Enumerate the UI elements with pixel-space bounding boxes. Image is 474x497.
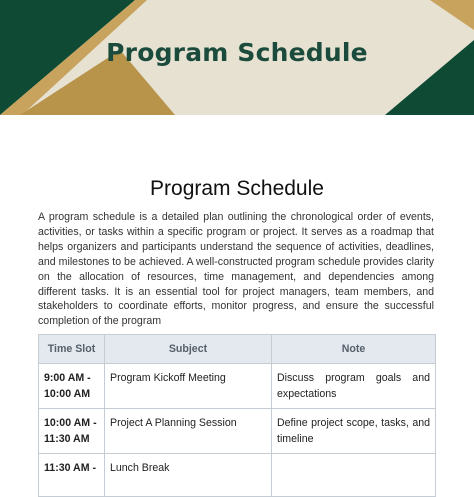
table-row (39, 364, 436, 409)
subject-cell: Program Kickoff Meeting (105, 364, 272, 409)
banner-title: Program Schedule (106, 38, 368, 67)
table-row (39, 454, 436, 497)
schedule-table (38, 334, 436, 497)
intro-paragraph: A program schedule is a detailed plan outlining the chronological order of events, activities, or tasks within a specific program or project. It serves as a roadmap that helps organizers and participants understand the sequence of activities, deadlines, and milestones to be achieved. A well-constructed program schedule provides clarity on the allocation of resources, time management, and dependencies among different tasks. It is an essential tool for project managers, team members, and stakeholders to coordinate efforts, monitor progress, and ensure the successful completion of the program (38, 211, 434, 328)
document-title: Program Schedule (150, 177, 324, 201)
banner-gold-triangle-top-right (430, 0, 474, 30)
table-row (39, 409, 436, 454)
column-header-note: Note (272, 335, 436, 364)
table-header-row (39, 335, 436, 364)
note-cell (272, 454, 436, 497)
column-header-subject: Subject (105, 335, 272, 364)
note-cell: Discuss program goals and expectations (272, 364, 436, 409)
time-slot-cell: 11:30 AM - (39, 454, 105, 497)
time-slot-cell: 9:00 AM - 10:00 AM (39, 364, 105, 409)
column-header-time-slot: Time Slot (39, 335, 105, 364)
subject-cell: Project A Planning Session (105, 409, 272, 454)
note-cell: Define project scope, tasks, and timeline (272, 409, 436, 454)
header-banner (0, 0, 474, 115)
time-slot-cell: 10:00 AM - 11:30 AM (39, 409, 105, 454)
subject-cell: Lunch Break (105, 454, 272, 497)
